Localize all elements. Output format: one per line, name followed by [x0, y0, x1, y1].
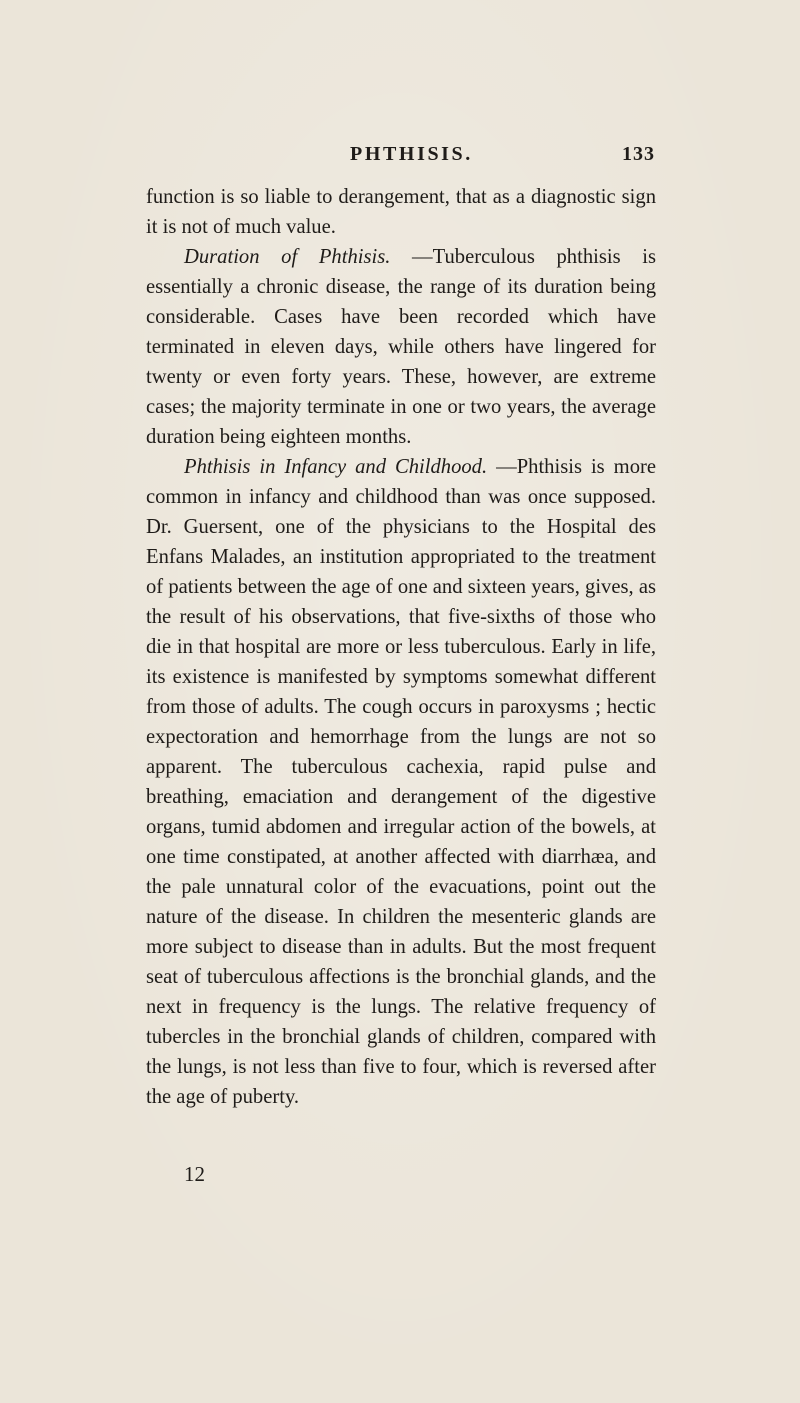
- body-text: [146, 182, 656, 1112]
- paragraph-continuation: [146, 182, 656, 242]
- page-number: 133: [622, 143, 655, 165]
- signature-mark: 12: [184, 1162, 205, 1186]
- paragraph-duration: [146, 242, 656, 452]
- page-header: [350, 143, 655, 173]
- paragraph-infancy: [146, 452, 656, 1112]
- paragraph-text: function is so liable to derangement, that as a diagnostic sign it is not of much value.: [146, 186, 656, 238]
- running-head: PHTHISIS.: [350, 143, 473, 165]
- paragraph-text: —Phthisis is more common in infancy and childhood than was once supposed. Dr. Guersent, one of the physicians to the Hospital des Enfans Malades, an institution appropriated to the treatment of patients between the age of one and sixteen years, gives, as the result of his observations, that five-sixths of those who die in that hospital are more or less tuberculous. Early in life, its existence is manifested by symptoms somewhat different from those of adults. The cough occurs in paroxysms ; hectic expectoration and hemorrhage from the lungs are not so apparent. The tuberculous cachexia, rapid pulse and breathing, emaciation and derangement of the digestive organs, tumid abdomen and irregular action of the bowels, at one time constipated, at another affected with diarrhæa, and the pale unnatural color of the evacuations, point out the nature of the disease. In children the mesenteric glands are more subject to disease than in adults. But the most frequent seat of tuberculous affections is the bronchial glands, and the next in frequency is the lungs. The relative frequency of tubercles in the bronchial glands of children, compared with the lungs, is not less than five to four, which is reversed after the age of puberty.: [146, 456, 656, 1108]
- section-title-infancy: Phthisis in Infancy and Childhood.: [184, 456, 488, 478]
- paragraph-text: —Tuberculous phthisis is essentially a chronic disease, the range of its duration being considerable. Cases have been recorded which have terminated in eleven days, while others have lingered for twenty or even forty years. These, however, are extreme cases; the majority terminate in one or two years, the average duration being eighteen months.: [146, 246, 656, 448]
- section-title-duration: Duration of Phthisis.: [184, 246, 391, 268]
